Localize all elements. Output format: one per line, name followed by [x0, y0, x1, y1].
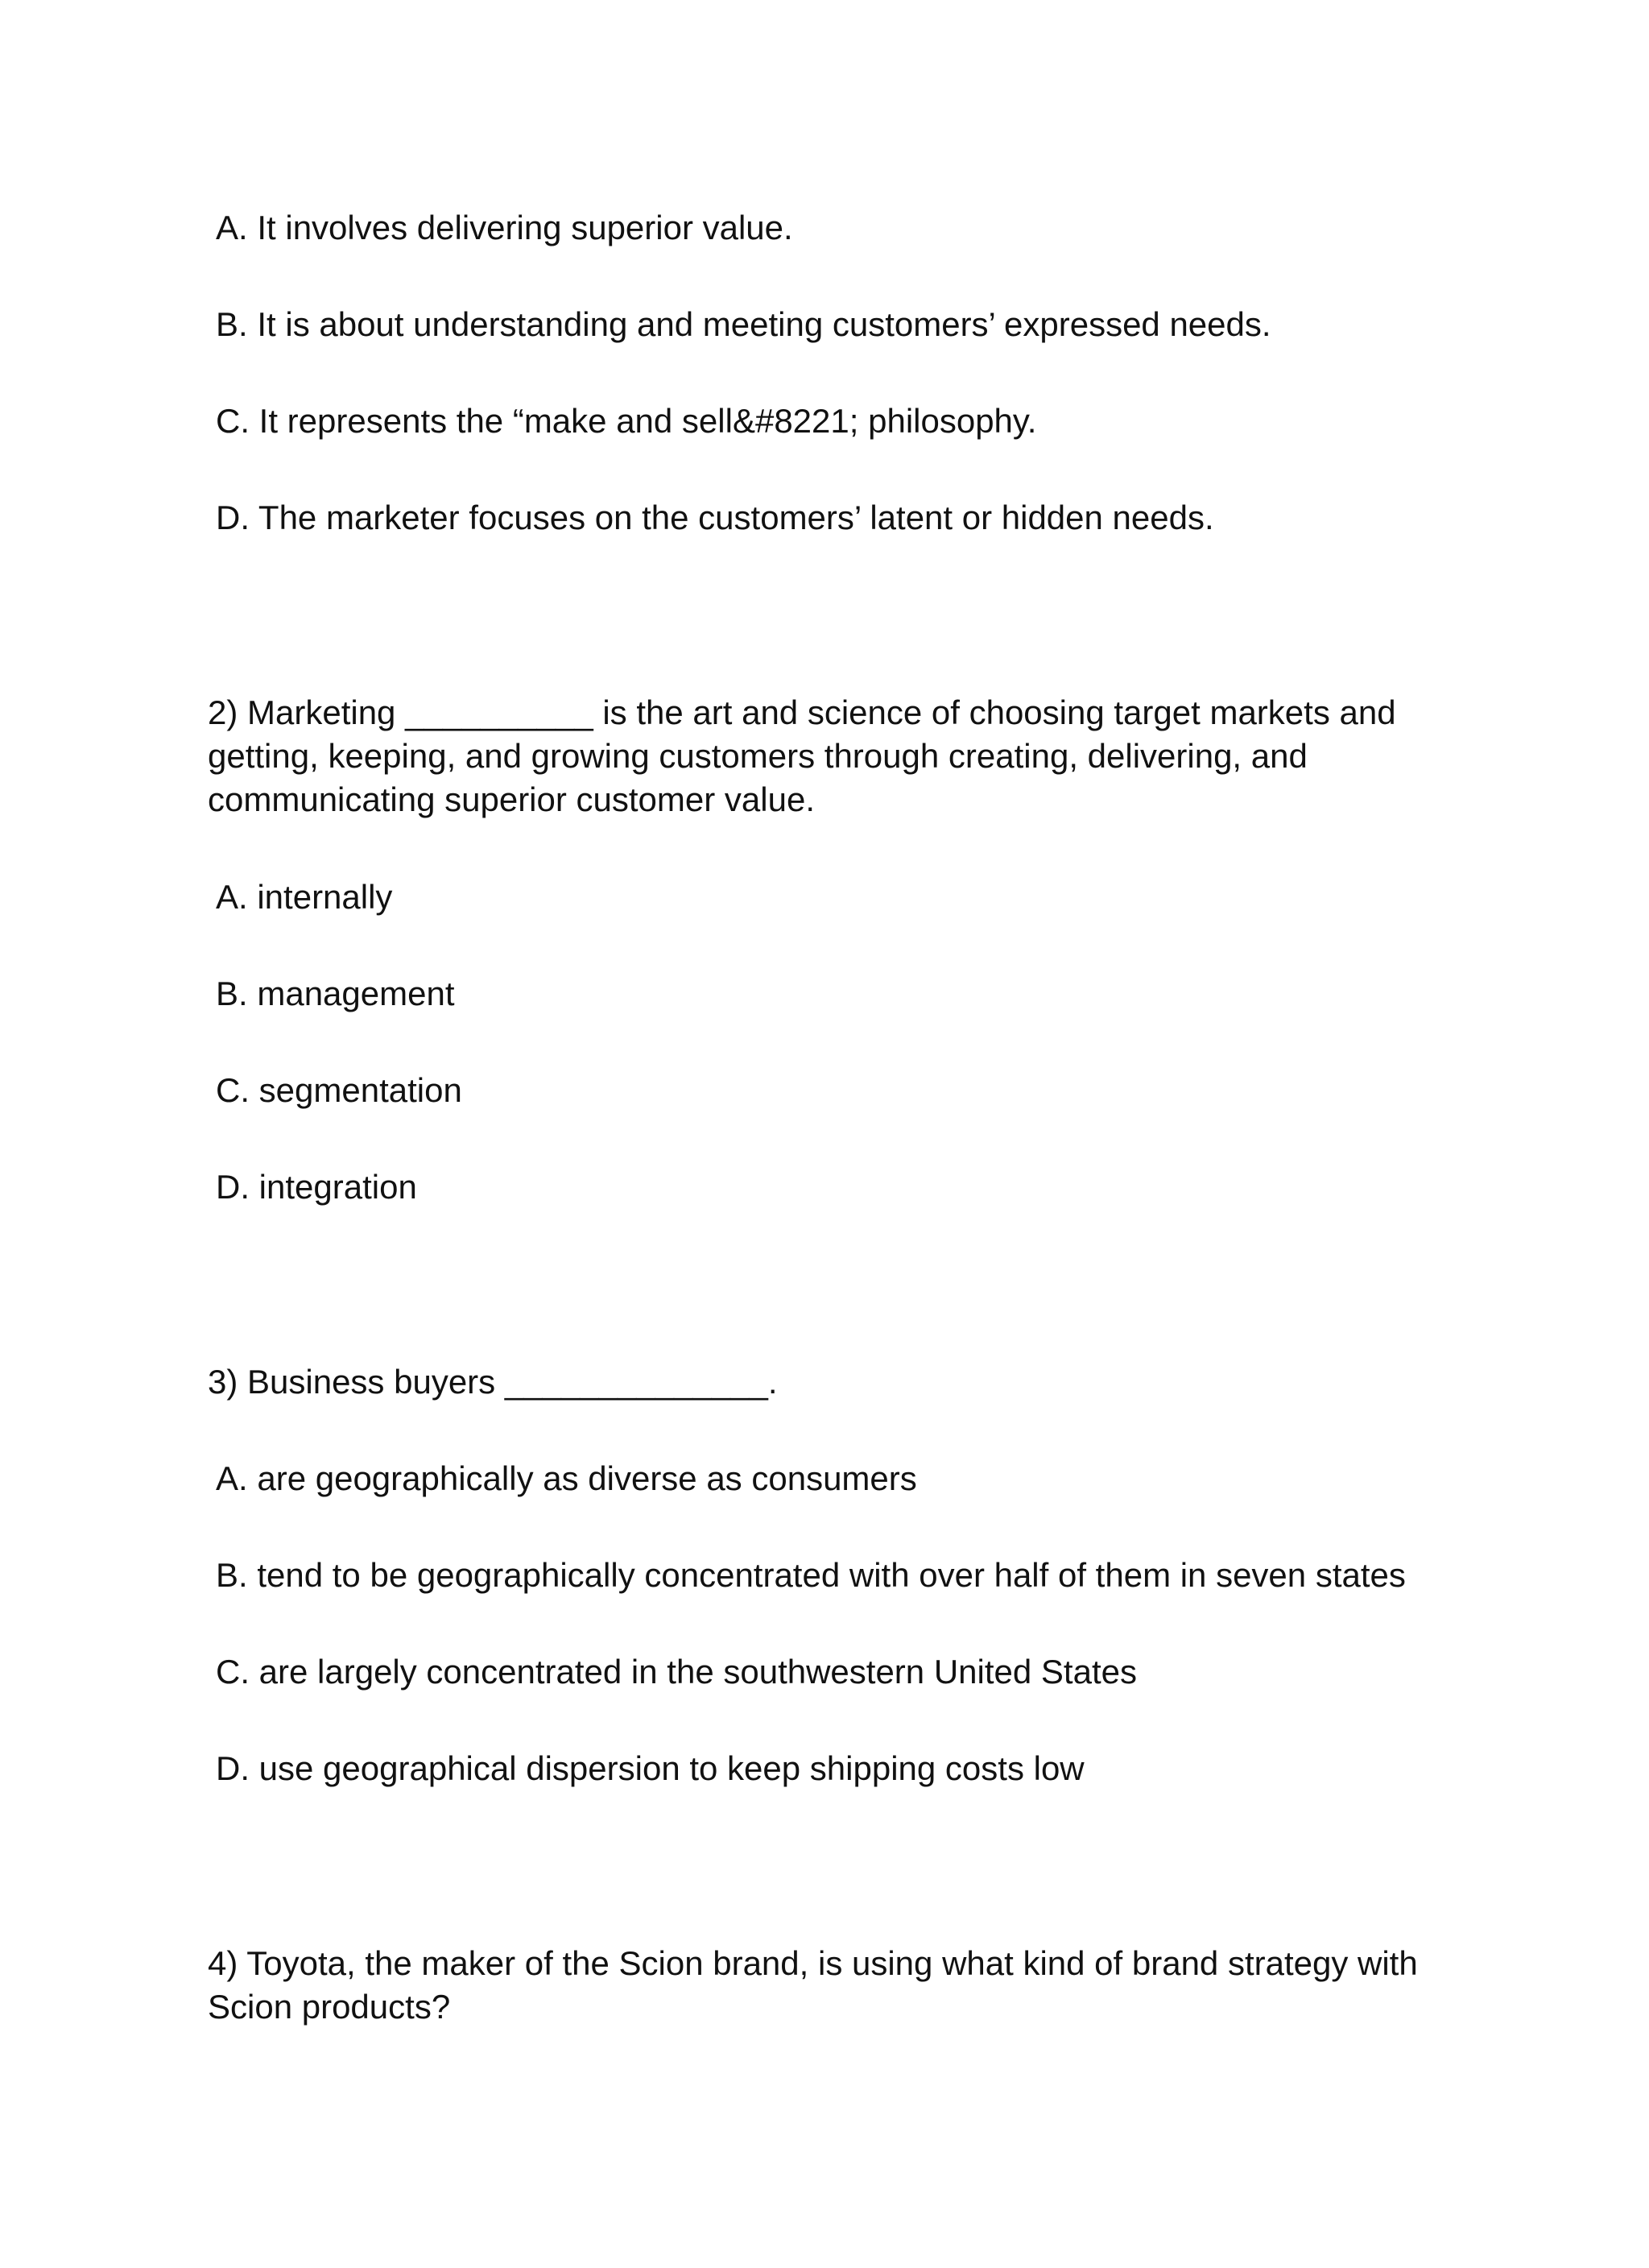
q3-option-a: A. are geographically as diverse as consumers: [216, 1459, 917, 1497]
q2-option-b: B. management: [216, 975, 455, 1012]
q1-option-c: C. It represents the “make and sell&#8221; philosophy.: [216, 402, 1037, 440]
q2-option-a: A. internally: [216, 878, 393, 916]
q2-stem-line-3: communicating superior customer value.: [208, 780, 815, 818]
q3-option-c: C. are largely concentrated in the southwestern United States: [216, 1653, 1137, 1691]
q1-option-d: D. The marketer focuses on the customers’ latent or hidden needs.: [216, 499, 1214, 536]
q4-stem-line-1: 4) Toyota, the maker of the Scion brand, is using what kind of brand strategy with: [208, 1944, 1418, 1982]
q3-option-b: B. tend to be geographically concentrated with over half of them in seven states: [216, 1556, 1406, 1594]
q3-option-d: D. use geographical dispersion to keep shipping costs low: [216, 1749, 1085, 1787]
q2-stem-line-2: getting, keeping, and growing customers through creating, delivering, and: [208, 737, 1308, 775]
q4-stem-line-2: Scion products?: [208, 1988, 451, 2026]
q2-stem-line-1: 2) Marketing __________ is the art and science of choosing target markets and: [208, 693, 1396, 731]
q2-option-c: C. segmentation: [216, 1071, 462, 1109]
q3-stem: 3) Business buyers ______________.: [208, 1363, 778, 1401]
q1-option-b: B. It is about understanding and meeting customers’ expressed needs.: [216, 305, 1271, 343]
q2-option-d: D. integration: [216, 1168, 417, 1206]
q1-option-a: A. It involves delivering superior value.: [216, 209, 793, 246]
